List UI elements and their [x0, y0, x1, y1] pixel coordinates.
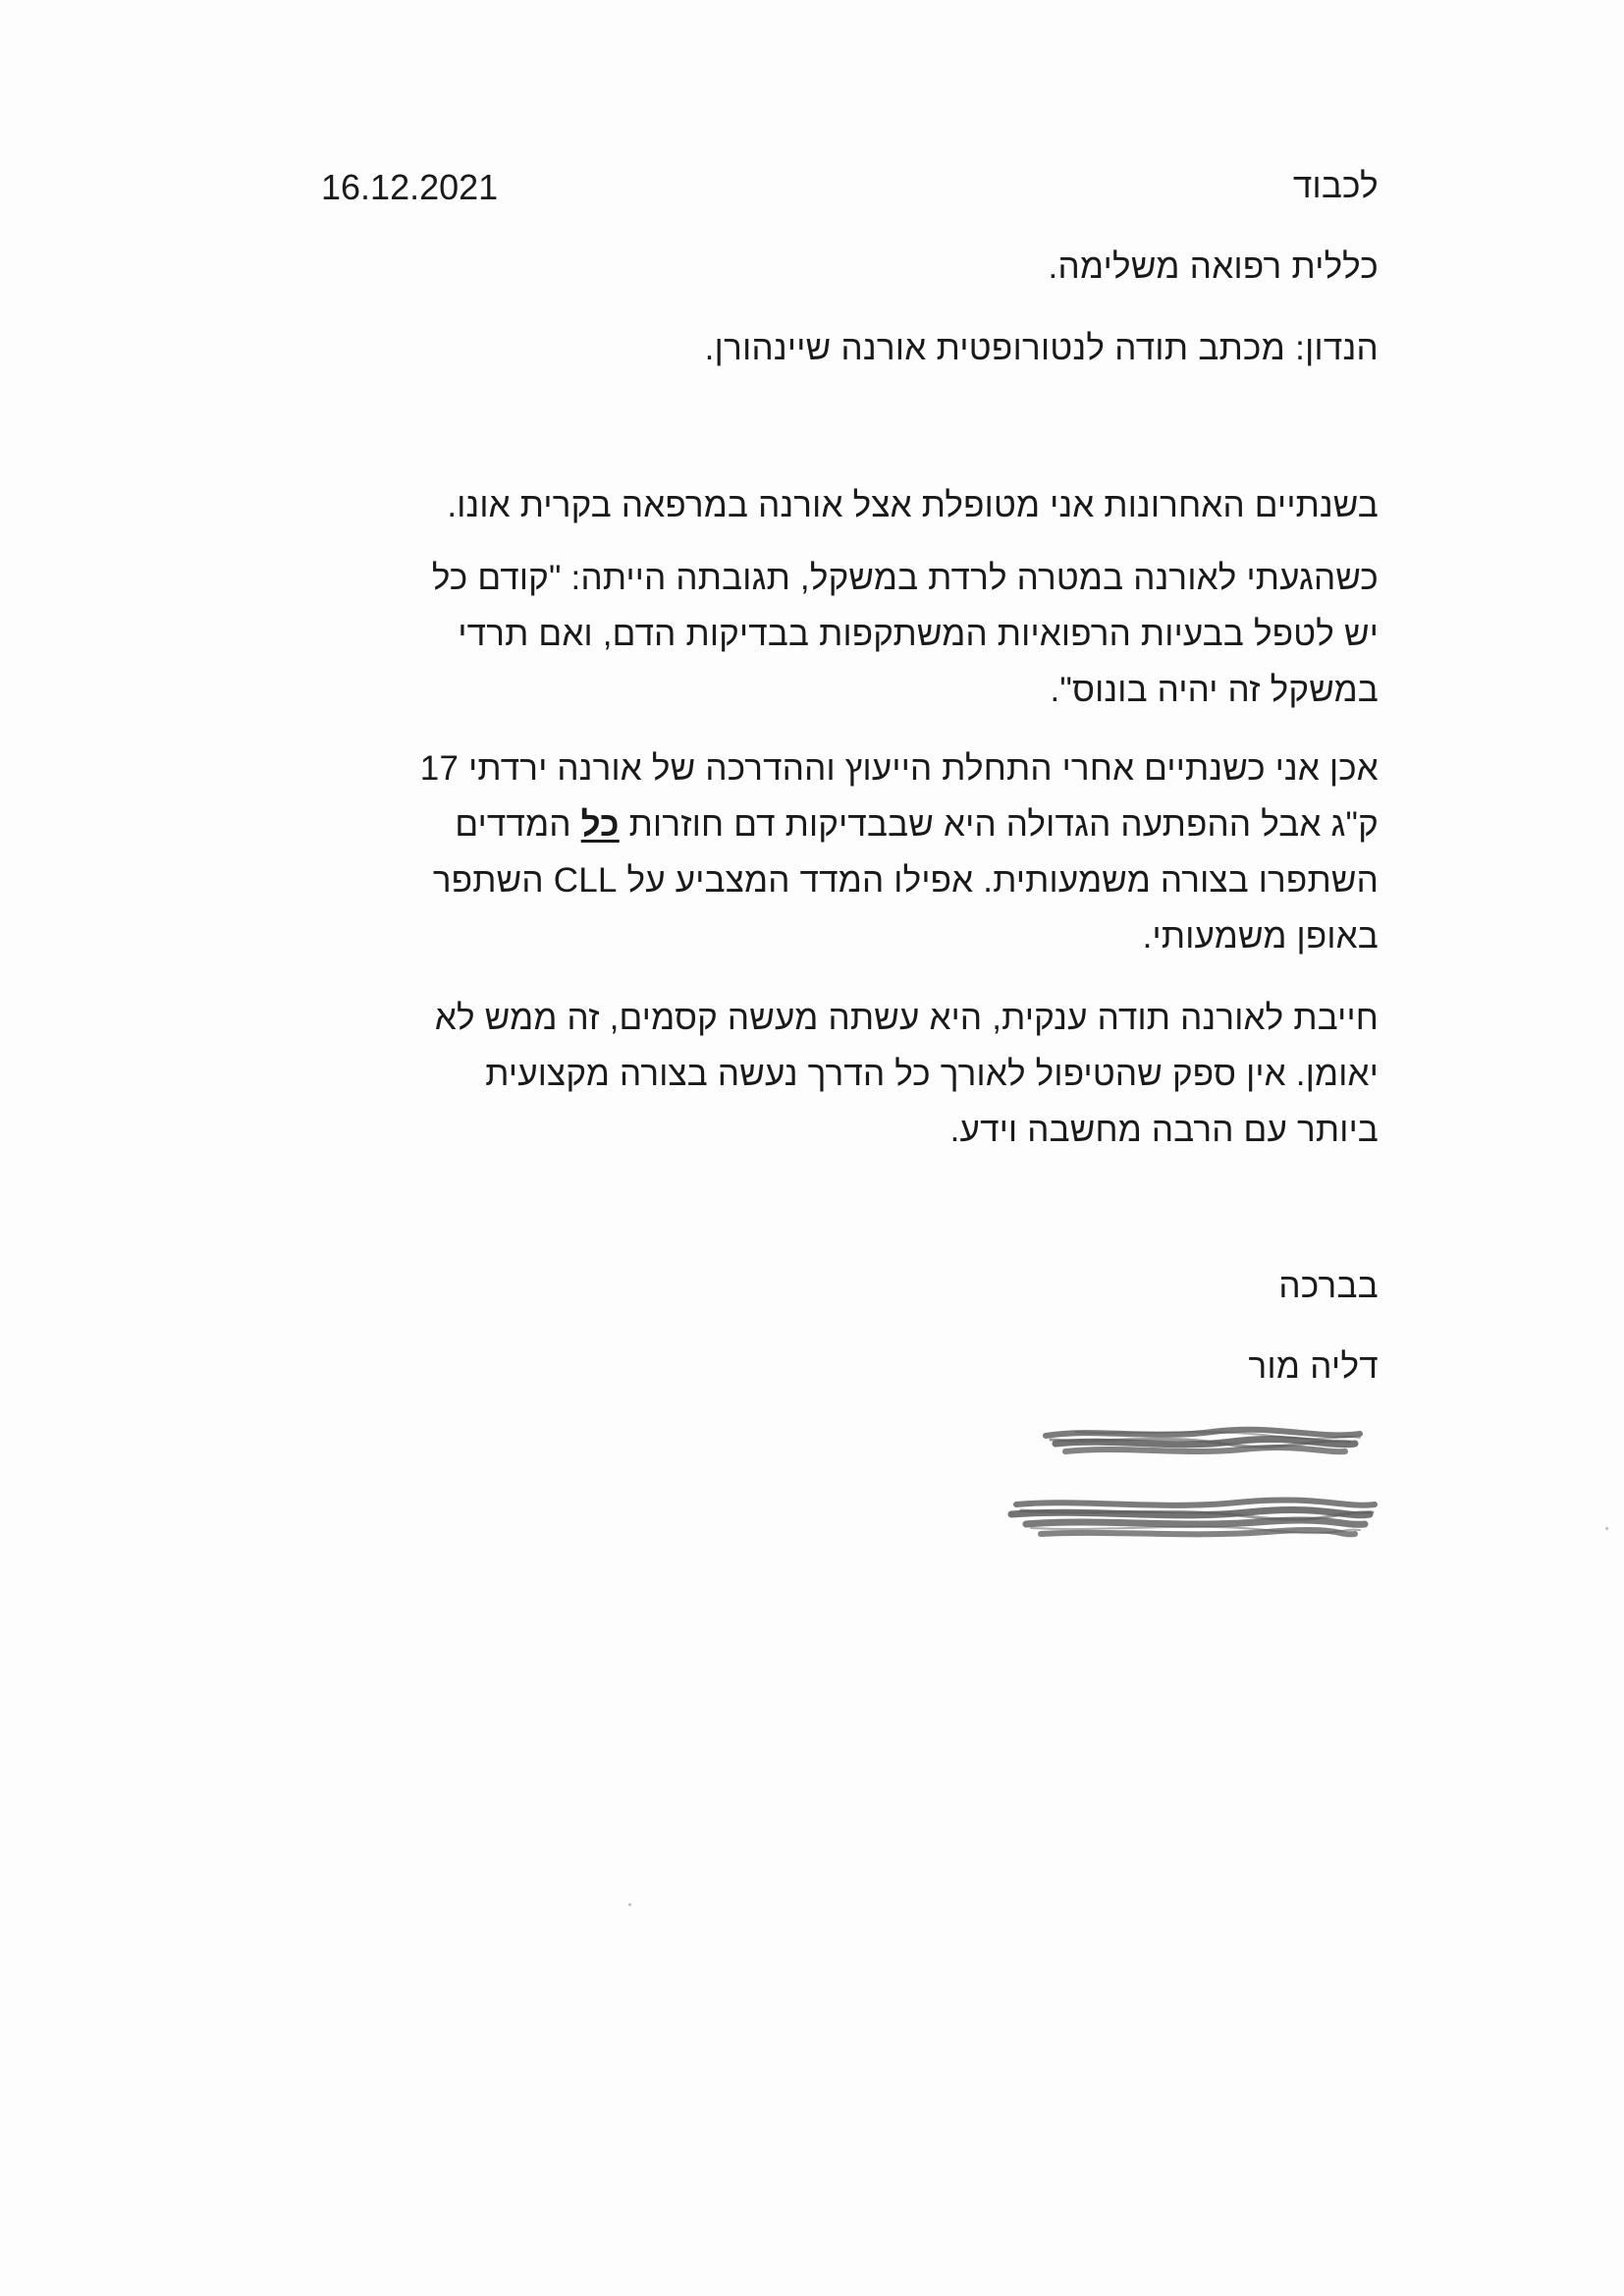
paragraph-4-line-3: ביותר עם הרבה מחשבה וידע. — [949, 1111, 1379, 1149]
scan-speck — [1605, 1527, 1608, 1530]
paragraph-4 — [220, 990, 1379, 1158]
paragraph-3-line-4: באופן משמעותי. — [1142, 917, 1379, 956]
redacted-line-2 — [1001, 1483, 1384, 1561]
paragraph-3-line-1: אכן אני כשנתיים אחרי התחלת הייעוץ וההדרכה של אורנה ירדתי 17 — [419, 749, 1379, 788]
paragraph-2-line-3: במשקל זה יהיה בונוס". — [1050, 671, 1379, 709]
scan-speck — [628, 1903, 631, 1906]
paragraph-3-line-2-start: ק"ג אבל ההפתעה הגדולה היא שבבדיקות דם חוזרות — [619, 805, 1379, 844]
paragraph-3-line-3: השתפרו בצורה משמעותית. אפילו המדד המצביע על CLL השתפר — [432, 861, 1379, 900]
paragraph-4-line-1: חייבת לאורנה תודה ענקית, היא עשתה מעשה קסמים, זה ממש לא — [434, 999, 1379, 1037]
emphasized-word: כל — [580, 805, 620, 844]
recipient: כללית רפואה משלימה. — [1048, 247, 1379, 286]
subject-line: הנדון: מכתב תודה לנטורופטית אורנה שיינהורן. — [704, 329, 1379, 367]
paragraph-1 — [220, 477, 1379, 533]
paragraph-3 — [220, 740, 1379, 964]
paragraph-4-line-2: יאומן. אין ספק שהטיפול לאורך כל הדרך נעשה בצורה מקצועית — [485, 1055, 1379, 1093]
closing: בברכה — [1278, 1267, 1379, 1305]
signature-name: דליה מור — [1248, 1347, 1379, 1386]
paragraph-3-line-2 — [220, 796, 1379, 852]
letter-date: 16.12.2021 — [321, 167, 499, 207]
paragraph-1-line-1: בשנתיים האחרונות אני מטופלת אצל אורנה במרפאה בקרית אונו. — [447, 486, 1379, 524]
salutation: לכבוד — [1292, 167, 1379, 205]
paragraph-2-line-1: כשהגעתי לאורנה במטרה לרדת במשקל, תגובתה הייתה: "קודם כל — [431, 559, 1379, 597]
paragraph-2-line-2: יש לטפל בבעיות הרפואיות המשתקפות בבדיקות הדם, ואם תרדי — [458, 615, 1379, 653]
paragraph-2 — [220, 550, 1379, 718]
paragraph-3-line-2-end: המדדים — [455, 805, 581, 844]
redacted-line-1 — [1036, 1414, 1370, 1473]
